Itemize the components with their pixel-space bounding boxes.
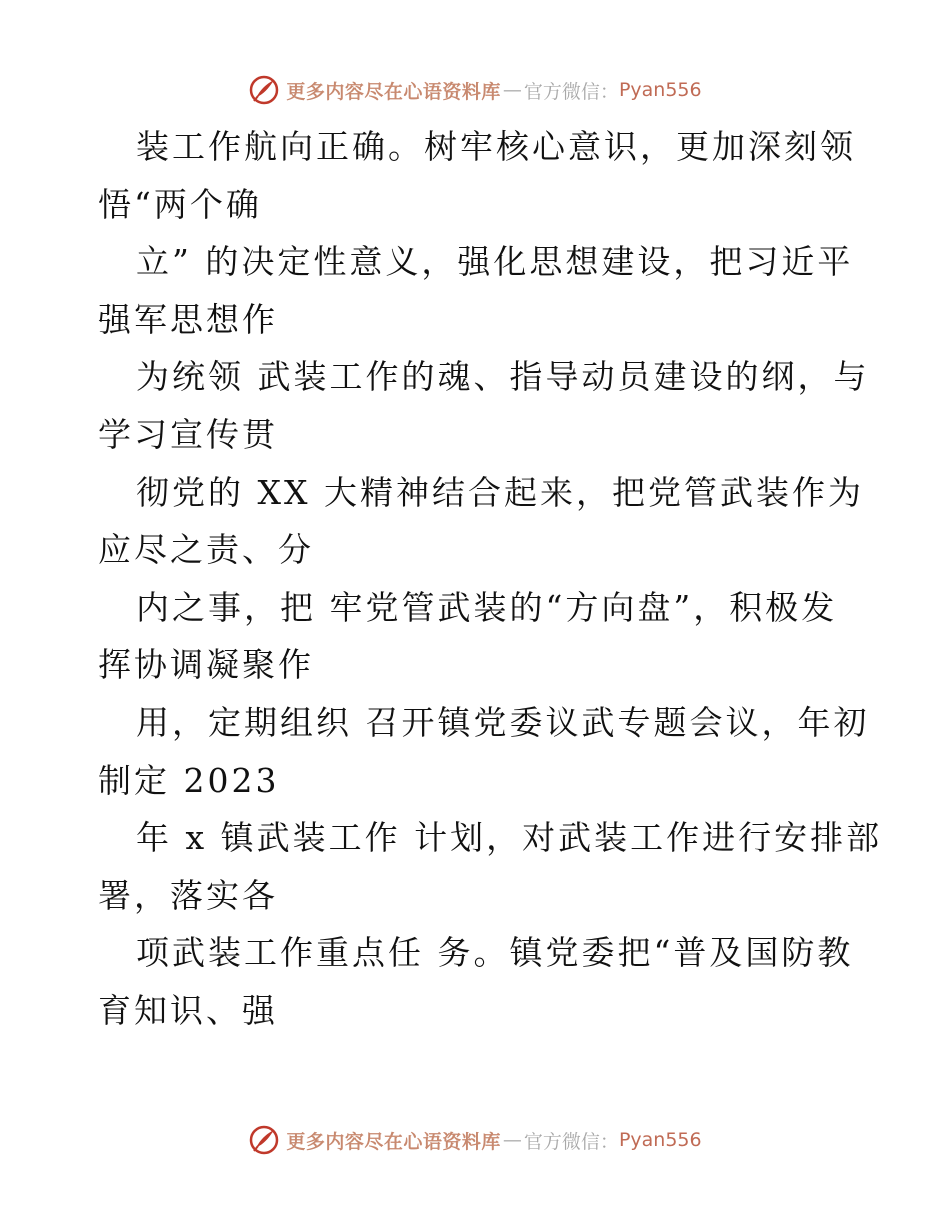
text-line: 用，定期组织 召开镇党委议武专题会议，年初 (136, 702, 870, 742)
watermark-id: Pyan556 (618, 79, 702, 101)
text-line: 制定 2023 (98, 760, 280, 800)
watermark-separator: — (502, 79, 522, 101)
text-line: 立” 的决定性意义，强化思想建设，把习近平 (136, 242, 854, 282)
quill-circle-logo-icon (248, 74, 280, 106)
quill-circle-logo-icon (248, 1124, 280, 1156)
text-line: 应尽之责、分 (98, 530, 314, 570)
text-line: 年 x 镇武装工作 计划，对武装工作进行安排部 (136, 818, 883, 858)
header-watermark (0, 70, 950, 110)
text-line: 彻党的 XX 大精神结合起来，把党管武装作为 (136, 472, 864, 512)
text-line: 挥协调凝聚作 (98, 645, 314, 685)
text-line: 强军思想作 (98, 299, 278, 339)
text-line: 项武装工作重点任 务。镇党委把“普及国防教 (136, 933, 854, 973)
text-line: 署，落实各 (98, 875, 278, 915)
watermark-label: 官方微信： (523, 1130, 619, 1153)
text-line: 悟“两个确 (98, 184, 262, 224)
watermark-id: Pyan556 (618, 1129, 702, 1151)
watermark-separator: — (502, 1129, 522, 1151)
document-body (98, 118, 883, 1040)
watermark-label: 官方微信： (523, 80, 619, 103)
watermark-main-text: 更多内容尽在心语资料库 (286, 80, 501, 103)
text-line: 育知识、强 (98, 990, 278, 1030)
watermark-main-text: 更多内容尽在心语资料库 (286, 1130, 501, 1153)
text-line: 学习宣传贯 (98, 414, 278, 454)
text-line: 装工作航向正确。树牢核心意识，更加深刻领 (136, 127, 856, 166)
text-line: 内之事，把 牢党管武装的“方向盘”，积极发 (136, 587, 838, 627)
footer-watermark (0, 1120, 950, 1160)
text-line: 为统领 武装工作的魂、指导动员建设的纲，与 (136, 357, 870, 397)
